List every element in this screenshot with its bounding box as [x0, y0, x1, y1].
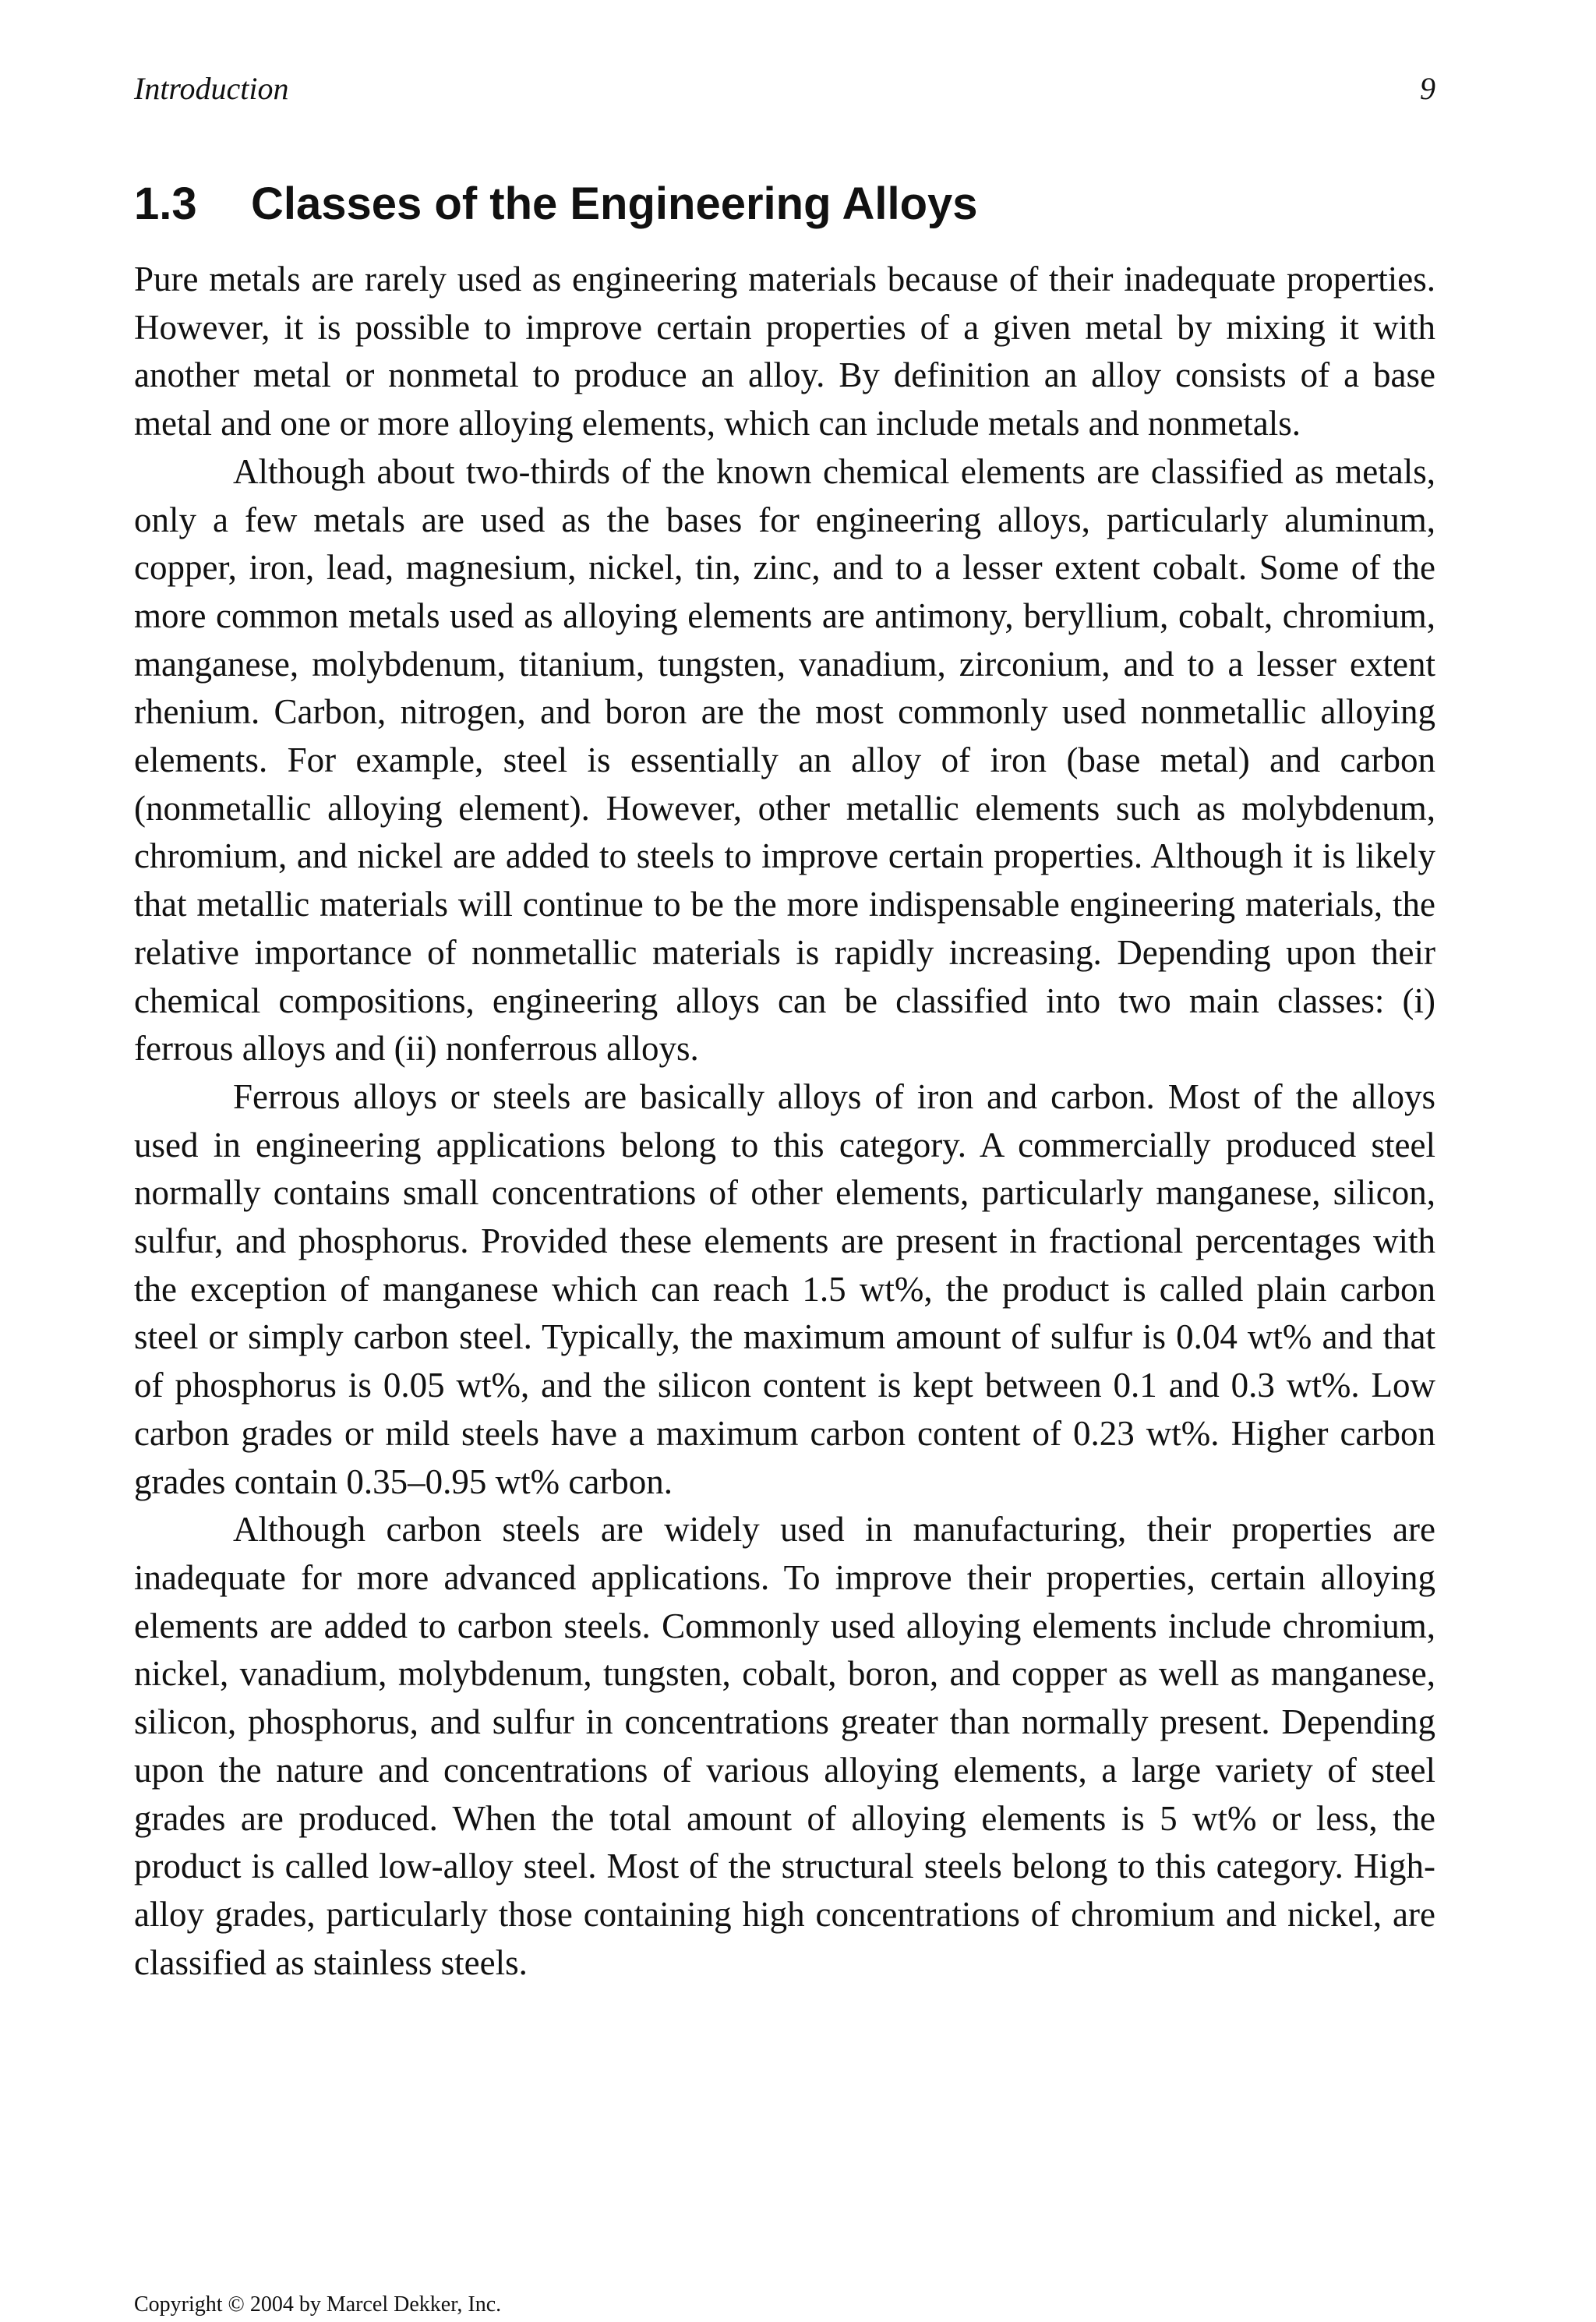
running-header — [134, 65, 1435, 112]
section-number: 1.3 — [134, 178, 197, 229]
paragraph-4: Although carbon steels are widely used in manufacturing, their properties are inadequate for more advanced applications. To improve their properties, certain alloying elements are added to carbon steels. Commonly used alloying elements include chromium, nickel, vanadium, molybdenum, tungsten, cobalt, boron, and copper as well as manganese, silicon, phosphorus, and sulfur in concentrations greater than normally present. Depending upon the nature and concentrations of various alloying elements, a large variety of steel grades are produced. When the total amount of alloying elements is 5 wt% or less, the product is called low-alloy steel. Most of the structural steels belong to this category. High-alloy grades, particularly those containing high concentrations of chromium and nickel, are classified as stainless steels. — [134, 1510, 1435, 1982]
body-text — [134, 256, 1435, 1987]
paragraph-2: Although about two-thirds of the known chemical elements are classified as metals, only a few metals are used as the bases for engineering alloys, particularly aluminum, copper, iron, lead, magnesium, nickel, tin, zinc, and to a lesser extent cobalt. Some of the more common metals used as alloying elements are antimony, beryllium, cobalt, chromium, manganese, molybdenum, titanium, tungsten, vanadium, zirconium, and to a lesser extent rhenium. Carbon, nitrogen, and boron are the most commonly used nonmetallic alloying elements. For example, steel is essentially an alloy of iron (base metal) and carbon (nonmetallic alloying element). However, other metallic elements such as molybdenum, chromium, and nickel are added to steels to improve certain properties. Although it is likely that metallic materials will continue to be the more indispensable engineering materials, the relative importance of nonmetallic materials is rapidly increasing. Depending upon their chemical compositions, engineering alloys can be classified into two main classes: (i) ferrous alloys and (ii) nonferrous alloys. — [134, 451, 1435, 1069]
page-number: 9 — [1420, 71, 1435, 106]
paragraph-1: Pure metals are rarely used as engineering materials because of their inadequate properties. However, it is possible to improve certain properties of a given metal by mixing it with another metal or nonmetal to produce an alloy. By definition an alloy consists of a base metal and one or more alloying elements, which can include metals and nonmetals. — [134, 260, 1435, 444]
section-heading — [134, 173, 1435, 235]
copyright-footer: Copyright © 2004 by Marcel Dekker, Inc. — [134, 2292, 502, 2317]
paragraph-3: Ferrous alloys or steels are basically alloys of iron and carbon. Most of the alloys used in engineering applications belong to this category. A commercially produced steel normally contains small concentrations of other elements, particularly manganese, silicon, sulfur, and phosphorus. Provided these elements are present in fractional percentages with the exception of manganese which can reach 1.5 wt%, the product is called plain carbon steel or simply carbon steel. Typically, the maximum amount of sulfur is 0.04 wt% and that of phosphorus is 0.05 wt%, and the silicon content is kept between 0.1 and 0.3 wt%. Low carbon grades or mild steels have a maximum carbon content of 0.23 wt%. Higher carbon grades contain 0.35–0.95 wt% carbon. — [134, 1076, 1435, 1501]
section-title: Classes of the Engineering Alloys — [251, 178, 978, 229]
running-title: Introduction — [134, 71, 289, 106]
